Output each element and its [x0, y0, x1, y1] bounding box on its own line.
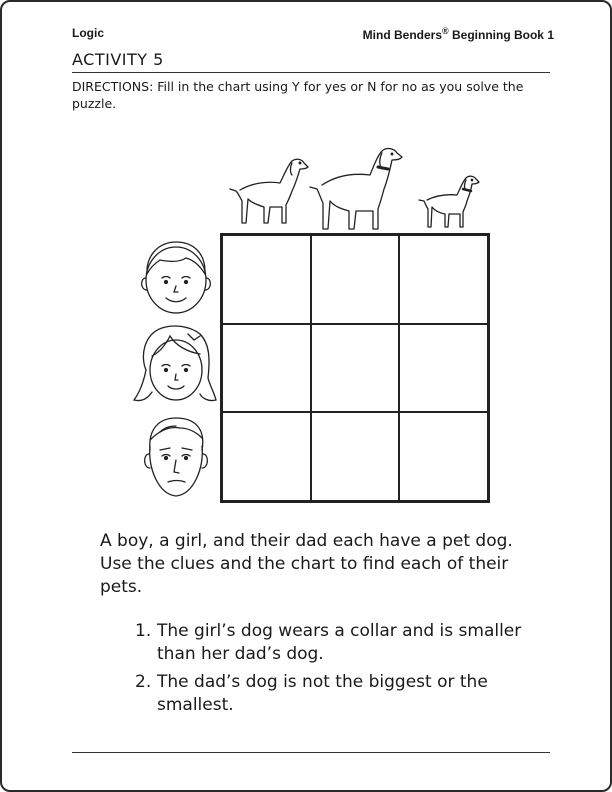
directions-text: DIRECTIONS: Fill in the chart using Y for yes or N for no as you solve the puzzle.: [72, 79, 524, 111]
dog-medium-icon: [230, 159, 308, 223]
girl-face-icon: [134, 326, 216, 401]
cell-girl-dog3[interactable]: [399, 324, 488, 413]
cell-dad-dog2[interactable]: [311, 412, 400, 501]
story-text: A boy, a girl, and their dad each have a pet dog. Use the clues and the chart to find each of their pets.: [100, 531, 513, 597]
title-rule: [72, 72, 550, 73]
cell-dad-dog3[interactable]: [399, 412, 488, 501]
logic-grid: [220, 233, 490, 503]
clue-text: The dad’s dog is not the biggest or the smallest.: [157, 672, 488, 715]
clue-item: [135, 620, 535, 666]
clue-number: 2.: [135, 672, 152, 692]
cell-dad-dog1[interactable]: [222, 412, 311, 501]
subject-label: Logic: [72, 26, 104, 40]
clue-list: [135, 620, 535, 722]
cell-girl-dog1[interactable]: [222, 324, 311, 413]
registered-mark: ®: [442, 26, 449, 36]
dad-face-icon: [145, 418, 208, 496]
dog-large-collar-icon: [310, 149, 402, 229]
footer-rule: [72, 752, 550, 753]
book-title-sub: Beginning Book 1: [448, 28, 554, 42]
dog-small-collar-icon: [419, 176, 479, 227]
book-title-main: Mind Benders: [362, 28, 443, 42]
cell-girl-dog2[interactable]: [311, 324, 400, 413]
cell-boy-dog1[interactable]: [222, 235, 311, 324]
dog-illustrations: [222, 145, 492, 235]
activity-title: ACTIVITY 5: [72, 50, 164, 69]
cell-boy-dog3[interactable]: [399, 235, 488, 324]
clue-number: 1.: [135, 621, 152, 641]
boy-face-icon: [142, 242, 211, 313]
clue-text: The girl’s dog wears a collar and is smaller than her dad’s dog.: [157, 621, 522, 664]
face-illustrations: [130, 232, 220, 504]
clue-item: [135, 671, 535, 717]
cell-boy-dog2[interactable]: [311, 235, 400, 324]
book-title: [363, 26, 554, 42]
